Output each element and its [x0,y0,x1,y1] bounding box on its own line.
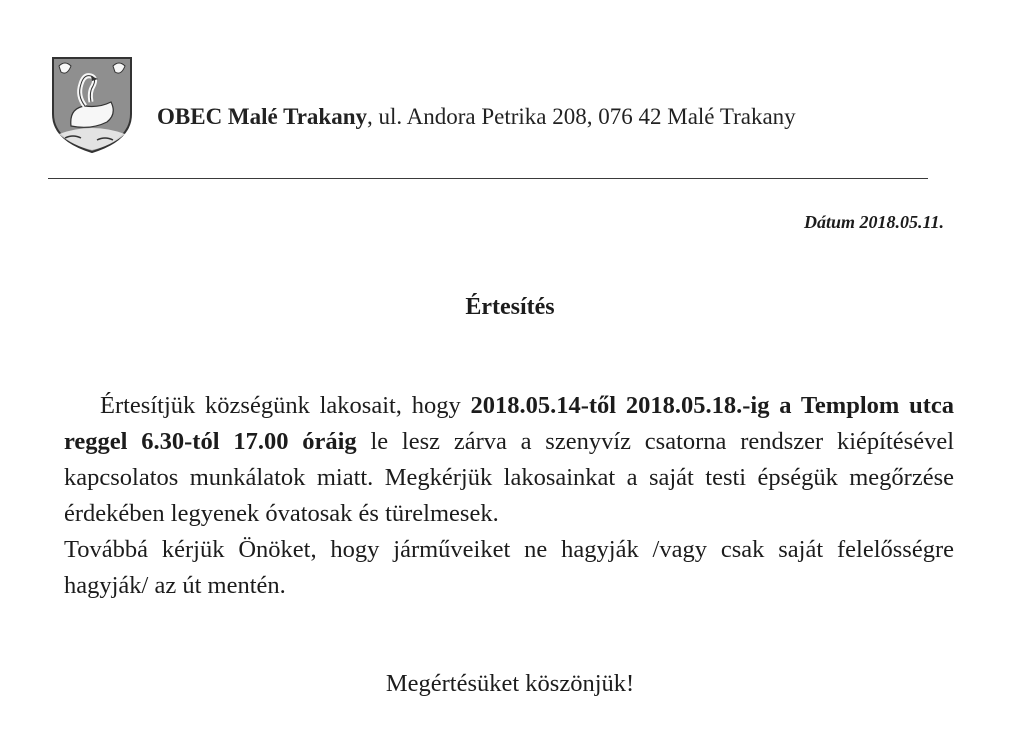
header-divider [48,178,928,179]
body-paragraph-2: Továbbá kérjük Önöket, hogy járműveiket ne hagyják /vagy csak saját felelősségre hagyják/ az út mentén. [64,536,954,599]
letterhead [0,0,1024,180]
body-emphasis-dates: 2018.05.14-től 2018.05.18.-ig a Templom utca reggel 6.30-tól 17.00 óráig [64,392,954,455]
closing-line: Megértésüket köszönjük! [385,670,635,697]
coat-of-arms-swan-icon [51,56,133,154]
body-text-segment: le lesz zárva a szenyvíz csatorna rendszer kiépítésével kapcsolatos munkálatok miatt. Megkérjük lakosainkat a saját testi épségük megőrzése érdekében legyenek óvatosak és türelmesek. [64,428,954,527]
notice-body [64,388,954,604]
document-title: Értesítés [465,294,555,320]
organization-line [157,104,796,130]
body-paragraph-1 [64,388,954,532]
organization-name: OBEC Malé Trakany [157,104,367,129]
organization-address: , ul. Andora Petrika 208, 076 42 Malé Trakany [367,104,796,129]
document-date: Dátum 2018.05.11. [803,212,944,232]
body-text-segment: Értesítjük községünk lakosait, hogy [100,392,471,419]
